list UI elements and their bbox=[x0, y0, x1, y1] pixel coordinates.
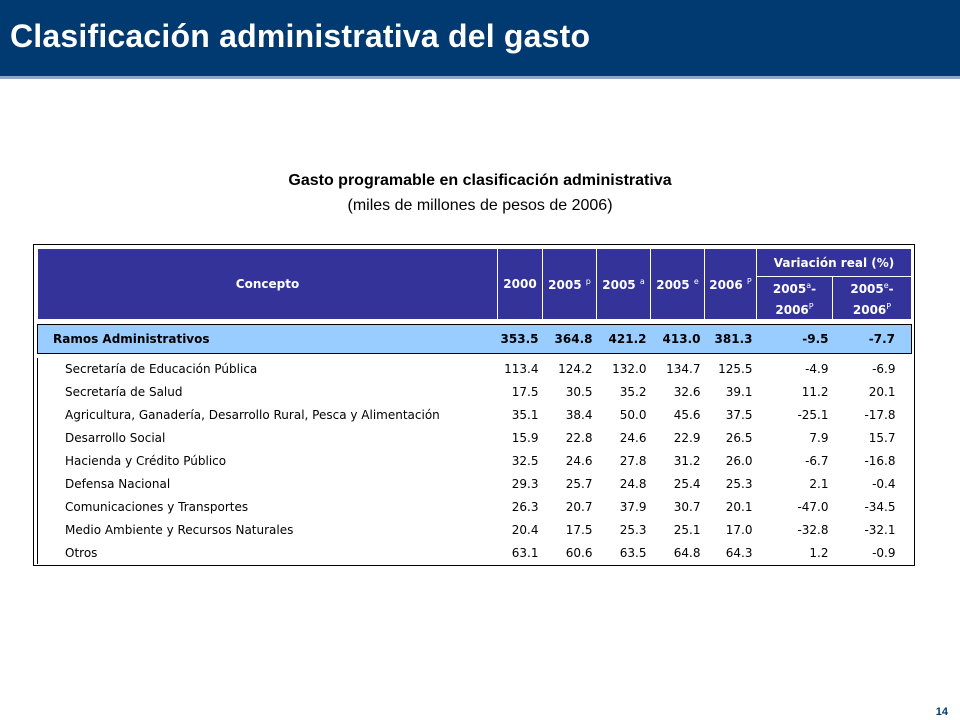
table-row bbox=[38, 427, 912, 450]
row-label: Secretaría de Educación Pública bbox=[38, 358, 498, 381]
header-concepto: Concepto bbox=[38, 249, 498, 320]
row-value: -32.8 bbox=[797, 522, 829, 537]
row-value: 26.5 bbox=[725, 431, 753, 446]
row-value: 26.3 bbox=[511, 499, 539, 514]
row-value: 64.8 bbox=[673, 545, 701, 560]
row-value: 24.6 bbox=[565, 454, 593, 468]
row-value: 15.9 bbox=[511, 431, 539, 446]
row-value: 37.5 bbox=[725, 408, 753, 423]
row-value: 31.2 bbox=[673, 454, 701, 468]
row-value: 22.9 bbox=[673, 431, 701, 446]
row-value: 20.1 bbox=[725, 499, 753, 514]
table-row bbox=[38, 450, 912, 473]
row-value: -6.7 bbox=[805, 454, 829, 468]
row-label: Agricultura, Ganadería, Desarrollo Rural, Pesca y Alimentación bbox=[38, 404, 498, 427]
row-value: -6.9 bbox=[872, 362, 896, 377]
row-value: -32.1 bbox=[864, 522, 896, 537]
row-value: 22.8 bbox=[565, 431, 593, 446]
row-value: -34.5 bbox=[864, 499, 896, 514]
row-value: 63.1 bbox=[511, 545, 539, 560]
row-value: 113.4 bbox=[504, 362, 539, 377]
total-row: Ramos Administrativos 353.5 364.8 421.2 413.0 381.3 -9.5 -7.7 bbox=[38, 325, 912, 354]
row-value: 25.3 bbox=[619, 522, 647, 537]
row-value: -25.1 bbox=[797, 408, 829, 423]
header-2005p: 2005 $^p$ bbox=[543, 249, 597, 320]
data-table-frame bbox=[33, 244, 915, 566]
row-value: -4.9 bbox=[805, 362, 829, 377]
row-value: -47.0 bbox=[797, 499, 829, 514]
row-value: 32.5 bbox=[511, 454, 539, 468]
row-label: Comunicaciones y Transportes bbox=[38, 495, 498, 518]
row-value: -0.9 bbox=[872, 545, 896, 560]
row-value: 2.1 bbox=[809, 476, 829, 491]
table-row bbox=[38, 404, 912, 427]
row-label: Secretaría de Salud bbox=[38, 381, 498, 404]
row-value: 45.6 bbox=[673, 408, 701, 423]
row-value: 15.7 bbox=[868, 431, 896, 446]
header-row-1 bbox=[38, 249, 912, 277]
table-row bbox=[38, 381, 912, 404]
row-value: 25.7 bbox=[565, 476, 593, 491]
page-number: 14 bbox=[935, 706, 948, 718]
table-row bbox=[38, 541, 912, 564]
row-value: 17.5 bbox=[565, 522, 593, 537]
row-value: 24.6 bbox=[619, 431, 647, 446]
table-row bbox=[38, 472, 912, 495]
row-value: 38.4 bbox=[565, 408, 593, 423]
header-2005a: 2005 $^a$ bbox=[597, 249, 651, 320]
total-label: Ramos Administrativos bbox=[38, 325, 498, 354]
row-value: 25.3 bbox=[725, 476, 753, 491]
row-value: 125.5 bbox=[718, 362, 753, 377]
row-value: 60.6 bbox=[565, 545, 593, 560]
row-label: Defensa Nacional bbox=[38, 472, 498, 495]
header-2000: 2000 bbox=[498, 249, 543, 320]
row-value: 134.7 bbox=[666, 362, 701, 377]
row-value: 30.5 bbox=[565, 385, 593, 400]
row-value: 29.3 bbox=[511, 476, 539, 491]
row-value: 50.0 bbox=[619, 408, 647, 423]
row-value: 20.7 bbox=[565, 499, 593, 514]
row-label: Medio Ambiente y Recursos Naturales bbox=[38, 518, 498, 541]
header-var-2005e-2006p: 2005e- $2006^P$ bbox=[833, 277, 912, 320]
page-title: Clasificación administrativa del gasto bbox=[10, 18, 591, 54]
row-value: 30.7 bbox=[673, 499, 701, 514]
header-variacion: Variación real (%) bbox=[757, 249, 912, 277]
row-value: 39.1 bbox=[725, 385, 753, 400]
table-title: Gasto programable en clasificación administrativa bbox=[288, 172, 672, 189]
expenditure-table bbox=[37, 248, 912, 564]
row-value: 32.6 bbox=[673, 385, 701, 400]
row-value: 26.0 bbox=[725, 454, 753, 468]
row-label: Hacienda y Crédito Público bbox=[38, 450, 498, 473]
row-value: 27.8 bbox=[619, 454, 647, 468]
table-row bbox=[38, 358, 912, 381]
row-value: 35.1 bbox=[511, 408, 539, 423]
row-value: 25.1 bbox=[673, 522, 701, 537]
row-value: 37.9 bbox=[619, 499, 647, 514]
row-value: 35.2 bbox=[619, 385, 647, 400]
row-value: 17.5 bbox=[511, 385, 539, 400]
row-value: 11.2 bbox=[801, 385, 829, 400]
table-row bbox=[38, 495, 912, 518]
row-value: 64.3 bbox=[725, 545, 753, 560]
table-units: (miles de millones de pesos de 2006) bbox=[347, 197, 613, 214]
slide-header bbox=[0, 0, 960, 79]
row-value: 20.4 bbox=[511, 522, 539, 537]
row-value: -17.8 bbox=[864, 408, 896, 423]
row-label: Otros bbox=[38, 541, 498, 564]
row-value: 17.0 bbox=[725, 522, 753, 537]
header-2005e: 2005 $^e$ bbox=[651, 249, 705, 320]
row-value: 24.8 bbox=[619, 476, 647, 491]
row-label: Desarrollo Social bbox=[38, 427, 498, 450]
table-row bbox=[38, 518, 912, 541]
row-value: 63.5 bbox=[619, 545, 647, 560]
row-value: -0.4 bbox=[872, 476, 896, 491]
row-value: 25.4 bbox=[673, 476, 701, 491]
row-value: -16.8 bbox=[864, 454, 896, 468]
row-value: 7.9 bbox=[809, 431, 829, 446]
row-value: 124.2 bbox=[558, 362, 593, 377]
row-value: 1.2 bbox=[809, 545, 829, 560]
header-2006p: 2006 $^P$ bbox=[705, 249, 757, 320]
row-value: 132.0 bbox=[612, 362, 647, 377]
header-var-2005a-2006p: 2005$^a$- $2006^P$ bbox=[757, 277, 833, 320]
row-value: 20.1 bbox=[868, 385, 896, 400]
